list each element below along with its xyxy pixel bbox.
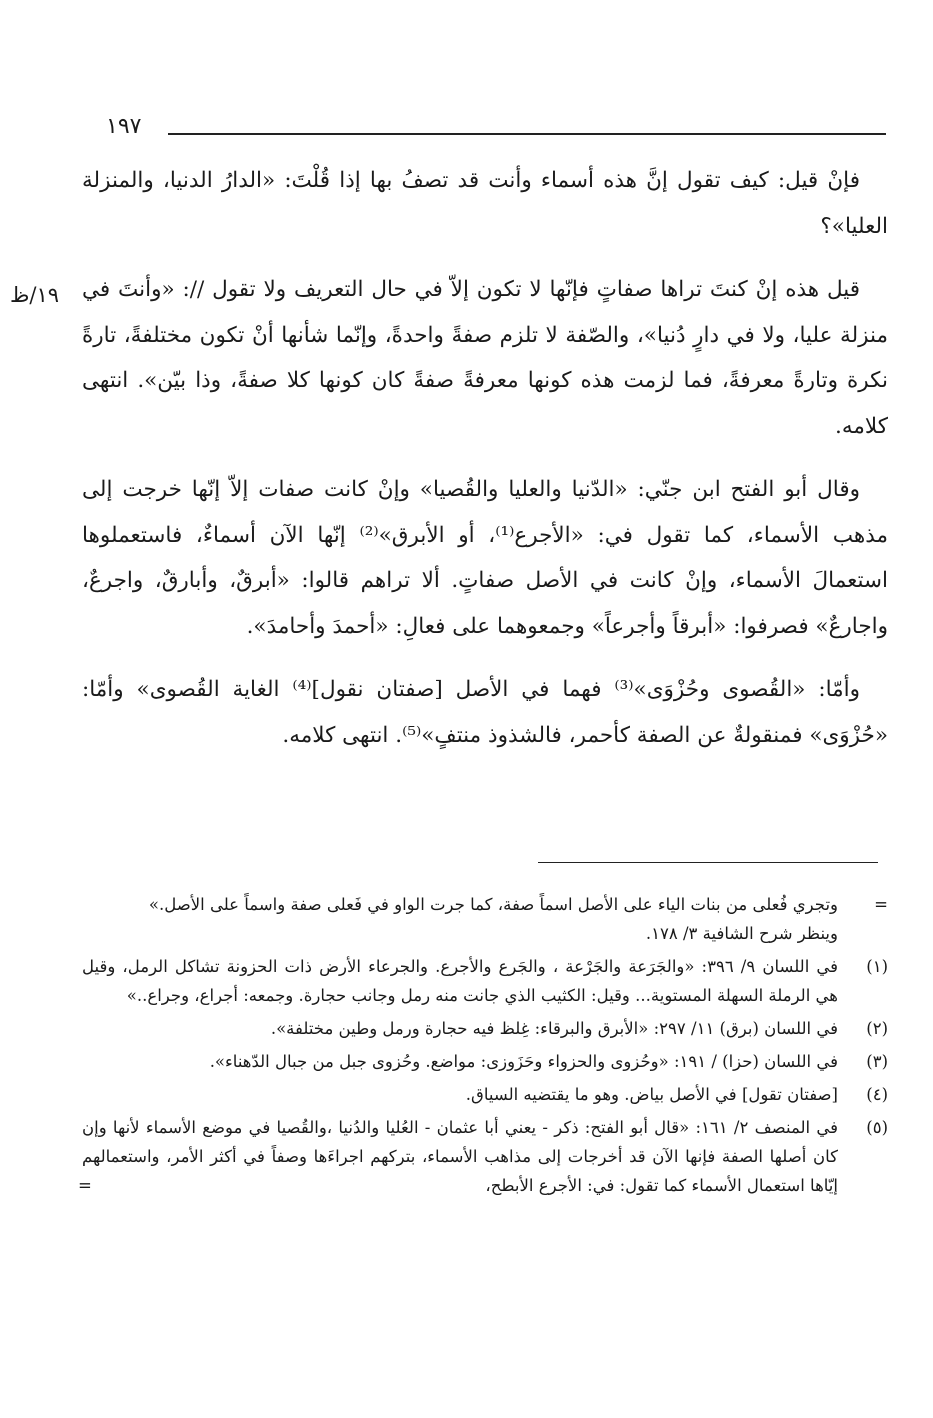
main-text: [82, 158, 888, 776]
continues-marker: =: [78, 1176, 92, 1195]
footnote-continuation: [82, 890, 888, 948]
footnote-1: [82, 952, 888, 1010]
footnote-text: في اللسان ٩/ ٣٩٦: «والجَرَعة والجَرْعة ، والجَرع والأجرع. والجرعاء الأرض ذات الحزونة تشاكل الرمل، وقيل هي الرملة السهلة المستوية... وقيل: الكثيب الذي جانت منه رمل وجانب حجارة. وجمعه: أجراع، وجراع..»: [82, 957, 839, 1005]
footnote-4: [82, 1080, 888, 1109]
footnote-marker: (٢): [866, 1019, 888, 1038]
header-rule: [168, 133, 886, 135]
margin-note: ١٩/ظ: [10, 283, 60, 307]
footnote-line: وينظر شرح الشافية ٣/ ١٧٨.: [645, 924, 838, 943]
footnote-marker: (١): [866, 957, 888, 976]
paragraph: فإنْ قيل: كيف تقول إنَّ هذه أسماء وأنت قد تصفُ بها إذا قُلْتَ: «الدارُ الدنيا، والمنزلة العليا»؟: [82, 168, 888, 239]
footnote-line: وتجري فُعلى من بنات الياء على الأصل اسماً صفة، كما جرت الواو في فَعلى صفة واسماً على الأصل.»: [148, 895, 838, 914]
footnote-marker: (٤): [866, 1085, 888, 1104]
footnote-text: [صفتان تقول] في الأصل بياض. وهو ما يقتضيه السياق.: [465, 1085, 838, 1104]
footnote-text: في اللسان (برق) ١١/ ٢٩٧: «الأبرق والبرقاء: غِلظ فيه حجارة ورمل وطين مختلفة».: [270, 1019, 838, 1038]
footnote-marker: (٣): [866, 1052, 888, 1071]
footnote-rule: [538, 862, 878, 863]
footnote-text: في المنصف ٢/ ١٦١: «قال أبو الفتح: ذكر - يعني أبا عثمان - العُليا والدُنيا ،والقُصيا في موضع الأسماء لأنها وإن كان أصلها الصفة فإنها الآن قد أخرجات إلى مذاهب الأسماء، بتركهم اجراءَها وصفاً في أكثر الأمر، واستعمالهم إيّاها استعمال الأسماء كما تقول: في: الأجرع الأبطح،: [82, 1118, 838, 1195]
footnote-3: [82, 1047, 888, 1076]
footnote-marker: (٥): [866, 1118, 888, 1137]
paragraph: وأمّا: «القُصوى وحُزْوَى»⁽³⁾ فهما في الأصل [صفتان نقول]⁽⁴⁾ الغاية القُصوى» وأمّا: «حُزْوَى» فمنقولةٌ عن الصفة كأحمر، فالشذوذ منتفٍ»⁽⁵⁾. انتهى كلامه.: [82, 677, 888, 748]
footnote-5: [78, 1113, 888, 1200]
paragraph: قيل هذه إنْ كنتَ تراها صفاتٍ فإنّها لا تكون إلاّ في حال التعريف ولا تقول //: «وأنتَ في منزلة عليا، ولا في دارٍ دُنيا»، والصّفة لا تلزم صفةً واحدةً، وإنّما شأنها أنْ تكون مختلفةً، تارةً نكرة وتارةً معرفةً، فما لزمت هذه كونها معرفةً صفةً كان كونها كلا صفةً، وذا بيّن». انتهى كلامه.: [82, 277, 888, 439]
footnote-text: في اللسان (حزا) / ١٩١: «وحُزوى والحزواء وحَزَوزى: مواضع. وحُزوى جبل من جبال الدّهناء».: [209, 1052, 838, 1071]
continuation-marker: =: [874, 895, 888, 914]
paragraph: وقال أبو الفتح ابن جنّي: «الدّنيا والعليا والقُصيا» وإنْ كانت صفات إلاّ إنّها خرجت إلى مذهب الأسماء، كما تقول في: «الأجرع⁽¹⁾، أو الأبرق»⁽²⁾ إنّها الآن أسماءٌ، فاستعملوها استعمالَ الأسماء، وإنْ كانت في الأصل صفاتٍ. ألا تراهم قالوا: «أبرقٌ، وأبارقٌ، واجرعٌ، واجارعٌ» فصرفوا: «أبرقاً وأجرعاً» وجمعوهما على فعالِ: «أحمدَ وأحامدَ».: [82, 477, 888, 639]
page-number: ١٩٧: [106, 114, 142, 139]
footnote-2: [82, 1014, 888, 1043]
footnotes: [78, 890, 888, 1204]
